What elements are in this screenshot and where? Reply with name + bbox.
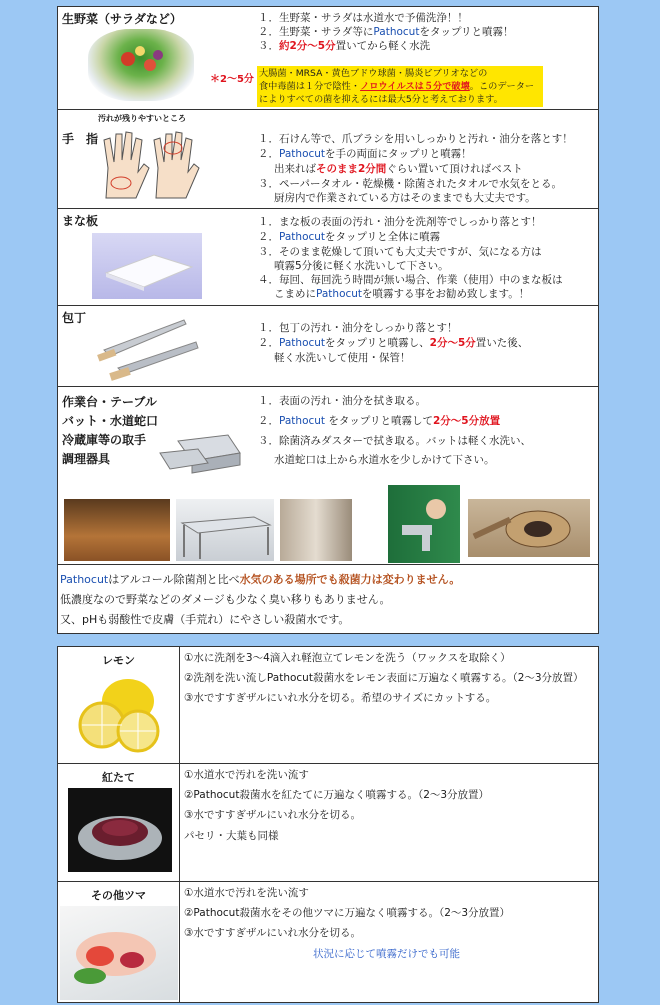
finger-label: 手 指	[62, 132, 99, 146]
faucet-icon	[388, 485, 460, 563]
hand-icon	[96, 128, 206, 204]
tray-icon	[158, 427, 243, 477]
counter-line-3: ３．除菌済みダスターで拭き取る。バットは軽く水洗い、	[258, 435, 531, 447]
tsuma-label: その他ツマ	[91, 889, 146, 902]
finger-line-5: 厨房内で作業されている方はそのままでも大丈夫です。	[274, 192, 536, 204]
photo-worktable	[176, 499, 274, 561]
lemon-image	[72, 673, 168, 755]
salad-note-star: ＊2～5分	[210, 74, 254, 85]
instruction-table	[57, 6, 599, 634]
counter-label-2: バット・水道蛇口	[62, 414, 159, 428]
table-icon	[176, 499, 274, 561]
knives-image	[96, 312, 206, 382]
photo-tables	[64, 499, 170, 561]
tsuma-image	[60, 906, 178, 1000]
counter-line-2: ２．Pathocut をタップリと噴霧して2分～5分放置	[258, 415, 501, 427]
lemon-line-2: ②洗剤を洗い流しPathocut殺菌水をレモン表面に万遍なく噴霧する。（2～3分放置）	[184, 672, 584, 684]
lemon-line-3: ③水ですすぎザルにいれ水分を切る。希望のサイズにカットする。	[184, 692, 497, 704]
photo-fridge-handle	[280, 499, 352, 561]
tsuma-line-3: ③水ですすぎザルにいれ水分を切る。	[184, 927, 361, 939]
lemon-line-1: ①水に洗剤を3～4滴入れ軽泡立てレモンを洗う（ワックスを取除く）	[184, 652, 511, 664]
knife-line-2: ２．Pathocutをタップリと噴霧し、2分～5分置いた後、	[258, 337, 529, 349]
salad-note-line-2: 食中毒菌は１分で陰性・ノロウイルスは５分で破壊。このデーター	[259, 81, 535, 92]
summary-line-2: 低濃度なので野菜などのダメージも少なく臭い移りもありません。	[60, 593, 391, 606]
benitade-line-1: ①水道水で汚れを洗い流す	[184, 769, 309, 781]
counter-label-3: 冷蔵庫等の取手	[62, 433, 147, 447]
salad-image	[88, 29, 194, 101]
lemon-icon	[72, 673, 168, 755]
benitade-row	[58, 764, 598, 882]
finger-line-1: １．石けん等で、爪ブラシを用いしっかりと汚れ・油分を落とす！	[258, 133, 573, 145]
counter-line-4: 水道蛇口は上から水道水を少しかけて下さい。	[274, 454, 495, 466]
board-label: まな板	[62, 214, 99, 228]
knife-row	[58, 306, 598, 387]
sashimi-icon	[60, 906, 178, 1000]
board-line-2: ２．Pathocutをタップリと全体に噴霧	[258, 231, 441, 243]
salad-line-3: ３．約2分～5分置いてから軽く水洗	[258, 40, 431, 52]
salad-icon	[88, 29, 194, 101]
lemon-row	[58, 647, 598, 764]
board-row	[58, 209, 598, 306]
garnish-table	[57, 646, 599, 1003]
benitade-image	[68, 788, 172, 872]
hands-image	[96, 128, 206, 204]
counter-label-4: 調理器具	[62, 452, 111, 466]
salad-label: 生野菜（サラダなど）	[62, 12, 182, 26]
knife-line-3: 軽く水洗いして使用・保管！	[274, 352, 411, 364]
salad-line-2: ２．生野菜・サラダ等にPathocutをタップリと噴霧！	[258, 26, 514, 38]
tsuma-line-1: ①水道水で汚れを洗い流す	[184, 887, 309, 899]
benitade-line-2: ②Pathocut殺菌水を紅たてに万遍なく噴霧する。（2～3分放置）	[184, 789, 490, 801]
finger-line-2: ２．Pathocutを手の両面にタップリと噴霧！	[258, 148, 472, 160]
strainer-icon	[468, 499, 590, 557]
lemon-label: レモン	[102, 654, 135, 667]
summary-row	[58, 565, 598, 635]
salad-note-box	[257, 66, 543, 107]
cutting-board-icon	[92, 233, 202, 299]
benitade-line-4: パセリ・大葉も同様	[184, 830, 279, 842]
knife-icon	[96, 312, 206, 382]
knife-line-1: １．包丁の汚れ・油分をしっかり落とす！	[258, 322, 458, 334]
board-image	[92, 233, 202, 299]
salad-note-line-1: 大腸菌・MRSA・黄色ブドウ球菌・腸炎ビブリオなどの	[259, 68, 488, 79]
photo-strainer	[468, 499, 590, 557]
benitade-label: 紅たて	[102, 771, 135, 784]
tsuma-line-4: 状況に応じて噴霧だけでも可能	[313, 948, 460, 960]
board-line-3: ３．そのまま乾燥して頂いても大丈夫ですが、気になる方は	[258, 246, 542, 258]
board-line-4: 噴霧5分後に軽く水洗いして下さい。	[274, 260, 449, 272]
board-line-1: １．まな板の表面の汚れ・油分を洗剤等でしっかり落とす！	[258, 216, 542, 228]
finger-line-3: 出来ればそのまま2分間ぐらい置いて頂ければベスト	[274, 163, 523, 175]
counter-label-1: 作業台・テーブル	[62, 395, 157, 409]
tsuma-row	[58, 882, 598, 1002]
knife-label: 包丁	[62, 311, 87, 325]
trays-image	[158, 427, 243, 477]
finger-row	[58, 110, 598, 209]
salad-line-1: １．生野菜・サラダは水道水で予備洗浄！！	[258, 12, 468, 24]
counter-row	[58, 387, 598, 565]
salad-note-line-3: によりすべての菌を抑えるには最大5分と考えております。	[259, 94, 503, 105]
summary-line-1: Pathocutはアルコール除菌剤と比べ水気のある場所でも殺菌力は変わりません。	[60, 573, 461, 586]
board-line-5: ４．毎回、毎回洗う時間が無い場合、作業（使用）中のまな板は	[258, 274, 563, 286]
finger-line-4: ３．ペーパータオル・乾燥機・除菌されたタオルで水気をとる。	[258, 178, 562, 190]
tsuma-line-2: ②Pathocut殺菌水をその他ツマに万遍なく噴霧する。（2～3分放置）	[184, 907, 511, 919]
board-line-6: こまめにPathocutを噴霧する事をお勧め致します。！	[274, 288, 530, 300]
benitade-icon	[68, 788, 172, 872]
summary-line-3: 又、pHも弱酸性で皮膚（手荒れ）にやさしい殺菌水です。	[60, 613, 350, 626]
counter-line-1: １．表面の汚れ・油分を拭き取る。	[258, 395, 426, 407]
benitade-line-3: ③水ですすぎザルにいれ水分を切る。	[184, 809, 361, 821]
photo-faucet	[388, 485, 460, 563]
finger-caption: 汚れが残りやすいところ	[98, 114, 186, 123]
salad-row	[58, 7, 598, 110]
